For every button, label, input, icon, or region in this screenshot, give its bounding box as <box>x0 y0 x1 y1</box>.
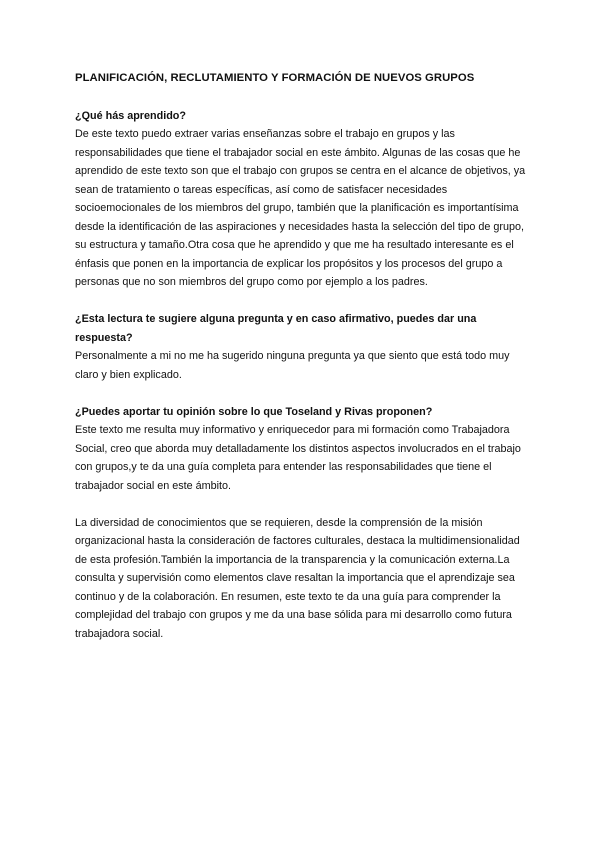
paragraph-spacer <box>75 384 527 403</box>
document-title: PLANIFICACIÓN, RECLUTAMIENTO Y FORMACIÓN DE NUEVOS GRUPOS <box>75 72 475 84</box>
answer-paragraph: De este texto puedo extraer varias enseñanzas sobre el trabajo en grupos y las responsabilidades que tiene el trabajador social en este ámbito. Algunas de las cosas que he aprendido de este texto son que el trabajo con grupos se centra en el alcance de objetivos, ya sean de tratamiento o tareas específicas, así como de satisfacer necesidades socioemocionales de los miembros del grupo, también que la planificación es importantísima desde la identificación de las aspiraciones y necesidades hasta la selección del tipo de grupo, su estructura y tamaño.Otra cosa que he aprendido y que me ha resultado interesante es el énfasis que ponen en la importancia de explicar los propósitos y los procesos del grupo a personas que no son miembros del grupo como por ejemplo a los padres. <box>75 128 526 288</box>
question-heading: ¿Puedes aportar tu opinión sobre lo que Toseland y Rivas proponen? <box>75 405 433 418</box>
answer-paragraph: Personalmente a mi no me ha sugerido ninguna pregunta ya que siento que está todo muy claro y bien explicado. <box>75 350 510 381</box>
document-content <box>75 69 527 643</box>
question-heading: ¿Esta lectura te sugiere alguna pregunta y en caso afirmativo, puedes dar una respuesta? <box>75 313 477 344</box>
answer-paragraph: Este texto me resulta muy informativo y enriquecedor para mi formación como Trabajadora Social, creo que aborda muy detalladamente los distintos aspectos involucrados en el trabajo con grupos,y te da una guía completa para entender las responsabilidades que tiene el trabajador social en este ámbito. <box>75 424 521 492</box>
closing-paragraph: La diversidad de conocimientos que se requieren, desde la comprensión de la misión organizacional hasta la consideración de factores culturales, destaca la multidimensionalidad de esta profesión.También la importancia de la transparencia y la comunicación externa.La consulta y supervisión como elementos clave resaltan la importancia que el aprendizaje sea continuo y de la colaboración. En resumen, este texto te da una guía para comprender la complejidad del trabajo con grupos y me da una base sólida para mi desarrollo como futura trabajadora social. <box>75 516 520 640</box>
question-heading: ¿Qué hás aprendido? <box>75 109 186 122</box>
paragraph-spacer <box>75 495 527 514</box>
paragraph-spacer <box>75 292 527 311</box>
